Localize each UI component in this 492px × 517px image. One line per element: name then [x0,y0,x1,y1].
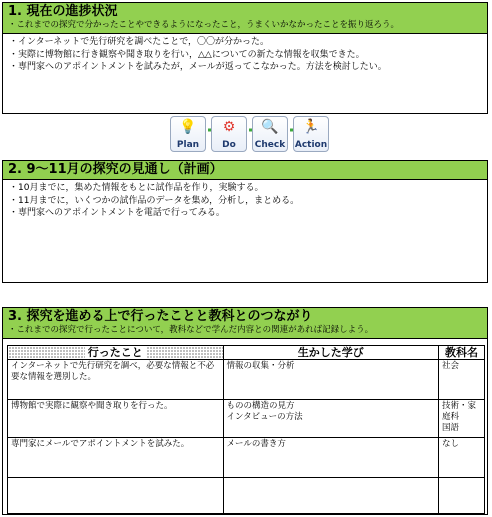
pdca-action-label: Action [294,140,328,150]
plan-section [2,160,488,283]
pdca-do-label: Do [222,140,236,150]
cell-subject[interactable]: なし [439,438,485,478]
lightbulb-icon: 💡 [179,119,197,135]
subject-connection-section [2,307,488,515]
progress-line: ・実際に博物館に行き観察や聞き取りを行い，△△についての新たな情報を収集できた。 [9,49,365,60]
header-activity-label: 行ったこと [85,346,146,359]
cell-learning[interactable] [223,478,439,514]
pdca-do [211,116,247,152]
progress-body [3,34,487,76]
plan-line: ・専門家へのアポイントメントを電話で行ってみる。 [9,208,225,218]
table-row [8,360,485,400]
progress-line: ・インターネットで先行研究を調べたことで，〇〇が分かった。 [9,37,270,47]
cell-activity[interactable]: 専門家にメールでアポイントメントを試みた。 [8,438,224,478]
progress-subtitle: ・これまでの探究で分かったことやできるようになったこと，うまくいかなかったことを振り返ろう。 [8,20,400,30]
cell-activity[interactable]: 博物館で実際に観察や聞き取りを行った。 [8,400,224,438]
cell-learning[interactable]: メールの書き方 [223,438,439,478]
cell-subject[interactable]: 社会 [439,360,485,400]
pdca-cycle-graphic [170,116,330,154]
plan-title: 2. 9～11月の探究の見通し（計画） [8,162,223,177]
cell-learning[interactable]: 情報の収集・分析 [223,360,439,400]
header-activity [8,346,224,360]
pdca-plan [170,116,206,152]
progress-title: 1. 現在の進捗状況 [8,4,118,19]
runner-icon: 🏃 [302,119,320,135]
plan-line: ・10月までに，集めた情報をもとに試作品を作り，実験する。 [9,183,264,193]
cell-learning[interactable]: ものの構造の見方 インタビューの方法 [223,400,439,438]
table-row [8,400,485,438]
cell-activity[interactable]: インターネットで先行研究を調べ，必要な情報と不必要な情報を選別した。 [8,360,224,400]
cell-subject[interactable] [439,478,485,514]
plan-body [3,180,487,222]
pdca-action [293,116,329,152]
gear-icon: ⚙ [222,119,236,135]
plan-header [3,161,487,180]
progress-header [3,3,487,34]
table-row [8,478,485,514]
table-header-row [8,346,485,360]
cell-activity[interactable] [8,478,224,514]
header-learning: 生かした学び [223,346,439,360]
subject-connection-title: 3. 探究を進める上で行ったことと教科とのつながり [8,309,313,324]
progress-section [2,2,488,114]
magnifier-icon: 🔍 [261,119,279,135]
subject-connection-header [3,308,487,339]
pdca-check [252,116,288,152]
cell-subject[interactable]: 技術・家庭科 国語 [439,400,485,438]
table-row [8,438,485,478]
subject-connection-subtitle: ・これまでの探究で行ったことについて，教科などで学んだ内容との関連があれば記録しよう。 [8,325,374,335]
pdca-check-label: Check [254,140,286,150]
header-subject: 教科名 [439,346,485,360]
plan-line: ・11月までに，いくつかの試作品のデータを集め，分析し，まとめる。 [9,195,300,206]
progress-line: ・専門家へのアポイントメントを試みたが，メールが返ってこなかった。方法を検討したい。 [9,62,387,72]
activity-table [7,345,485,514]
pdca-plan-label: Plan [176,140,200,150]
